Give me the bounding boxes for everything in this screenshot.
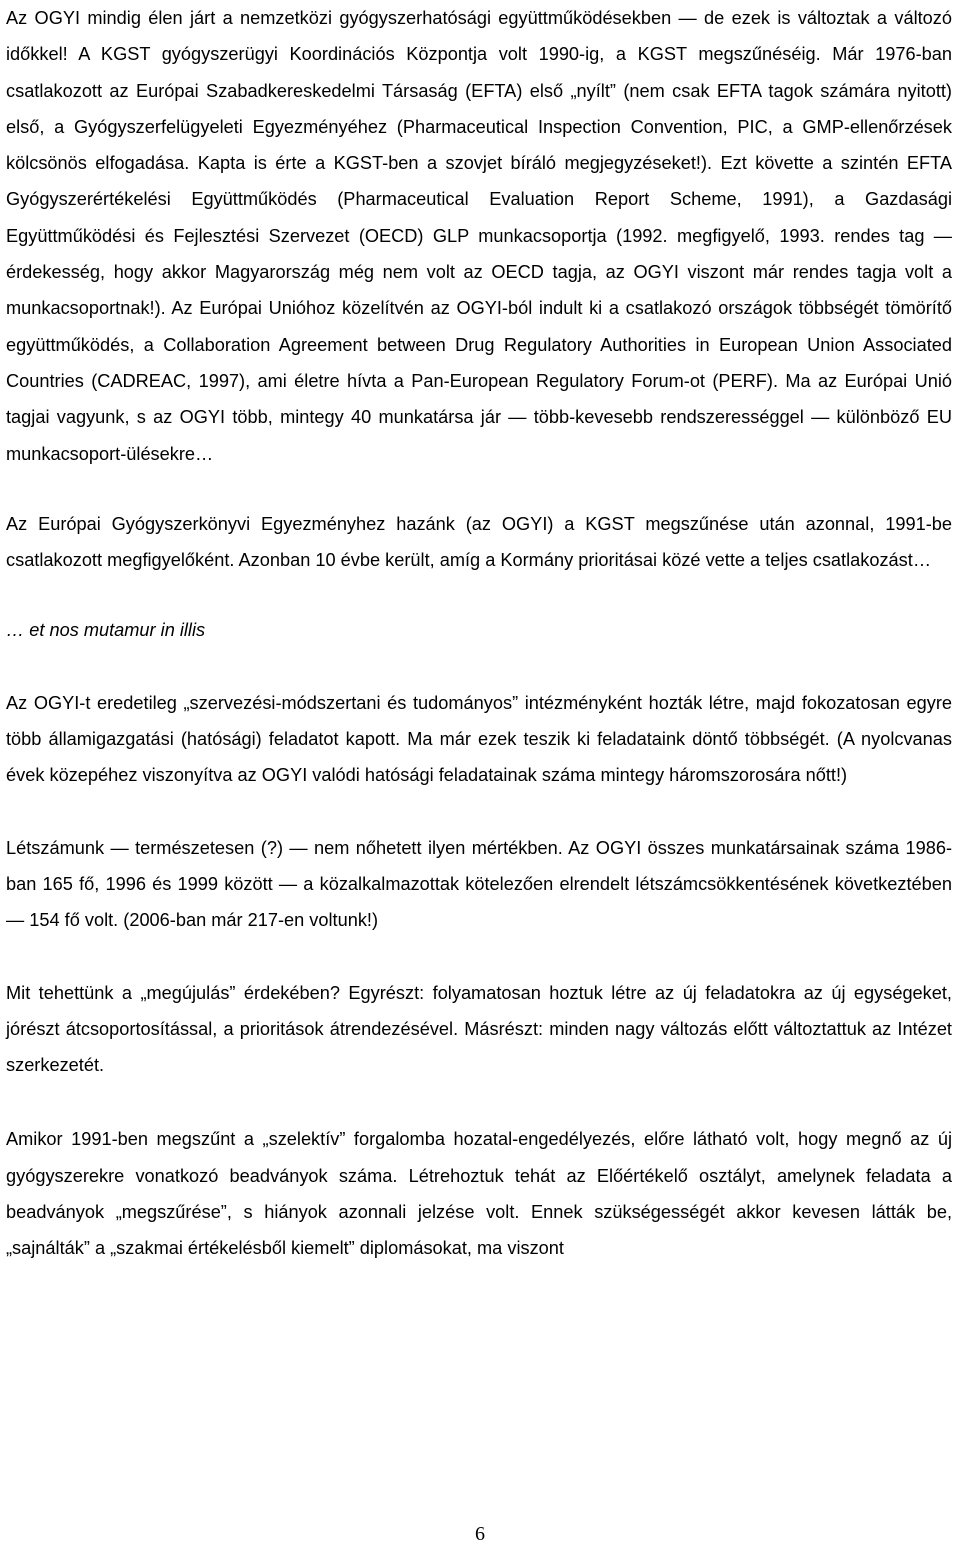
paragraph-pre-evaluation: Amikor 1991-ben megszűnt a „szelektív” forgalomba hozatal-engedélyezés, előre látható volt, hogy megnő az új gyógyszerekre vonatkozó beadványok száma. Létrehoztuk tehát az Előértékelő osztályt, amelynek feladata a beadványok „megszűrése”, s hiányok azonnali jelzése volt. Ennek szükségességét akkor kevesen látták be, „sajnálták” a „szakmai értékelésből kiemelt” diplomásokat, ma viszont	[6, 1129, 952, 1259]
document-body	[6, 0, 952, 1267]
paragraph-staff-numbers: Létszámunk — természetesen (?) — nem nőhetett ilyen mértékben. Az OGYI összes munkatársainak száma 1986-ban 165 fő, 1996 és 1999 között — a közalkalmazottak kötelezően elrendelt létszámcsökkentésének következtében — 154 fő volt. (2006-ban már 217-en voltunk!)	[6, 837, 952, 931]
paragraph-pharmacopoeia: Az Európai Gyógyszerkönyvi Egyezményhez hazánk (az OGYI) a KGST megszűnése után azonnal, 1991-be csatlakozott megfigyelőként. Azonban 10 évbe került, amíg a Kormány prioritásai közé vette a teljes csatlakozást…	[6, 513, 952, 571]
paragraph-international-cooperation: Az OGYI mindig élen járt a nemzetközi gyógyszerhatósági együttműködésekben — de ezek is változtak a változó időkkel! A KGST gyógyszerügyi Koordinációs Központja volt 1990-ig, a KGST megszűnéséig. Már 1976-ban csatlakozott az Európai Szabadkereskedelmi Társaság (EFTA) első „nyílt” (nem csak EFTA tagok számára nyitott) első, a Gyógyszerfelügyeleti Egyezményéhez (Pharmaceutical Inspection Convention, PIC, a GMP-ellenőrzések kölcsönös elfogadása. Kapta is érte a KGST-ben a szovjet bíráló megjegyzéseket!). Ezt követte a szintén EFTA Gyógyszerértékelési Együttműködés (Pharmaceutical Evaluation Report Scheme, 1991), a Gazdasági Együttműködési és Fejlesztési Szervezet (OECD) GLP munkacsoportja (1992. megfigyelő, 1993. rendes tag — érdekesség, hogy akkor Magyarország még nem volt az OECD tagja, az OGYI viszont már rendes tagja volt a munkacsoportnak!). Az Európai Unióhoz közelítvén az OGYI-ból indult ki a csatlakozó országok többségét tömörítő együttműködés, a Collaboration Agreement between Drug Regulatory Authorities in European Union Associated Countries (CADREAC, 1997), ami életre hívta a Pan-European Regulatory Forum-ot (PERF). Ma az Európai Unió tagjai vagyunk, s az OGYI több, mintegy 40 munkatársa jár — több-kevesebb rendszerességgel — különböző EU munkacsoport-ülésekre…	[6, 8, 952, 464]
paragraph-latin-quote: … et nos mutamur in illis	[6, 620, 206, 641]
page-number: 6	[475, 1523, 485, 1545]
paragraph-renewal: Mit tehettünk a „megújulás” érdekében? Egyrészt: folyamatosan hoztuk létre az új feladatokra az új egységeket, jórészt átcsoportosítással, a prioritások átrendezésével. Másrészt: minden nagy változás előtt változtattuk az Intézet szerkezetét.	[6, 982, 952, 1076]
paragraph-authority-tasks: Az OGYI-t eredetileg „szervezési-módszertani és tudományos” intézményként hozták létre, majd fokozatosan egyre több államigazgatási (hatósági) feladatot kapott. Ma már ezek teszik ki feladataink döntő többségét. (A nyolcvanas évek közepéhez viszonyítva az OGYI valódi hatósági feladatainak száma mintegy háromszorosára nőtt!)	[6, 692, 952, 786]
